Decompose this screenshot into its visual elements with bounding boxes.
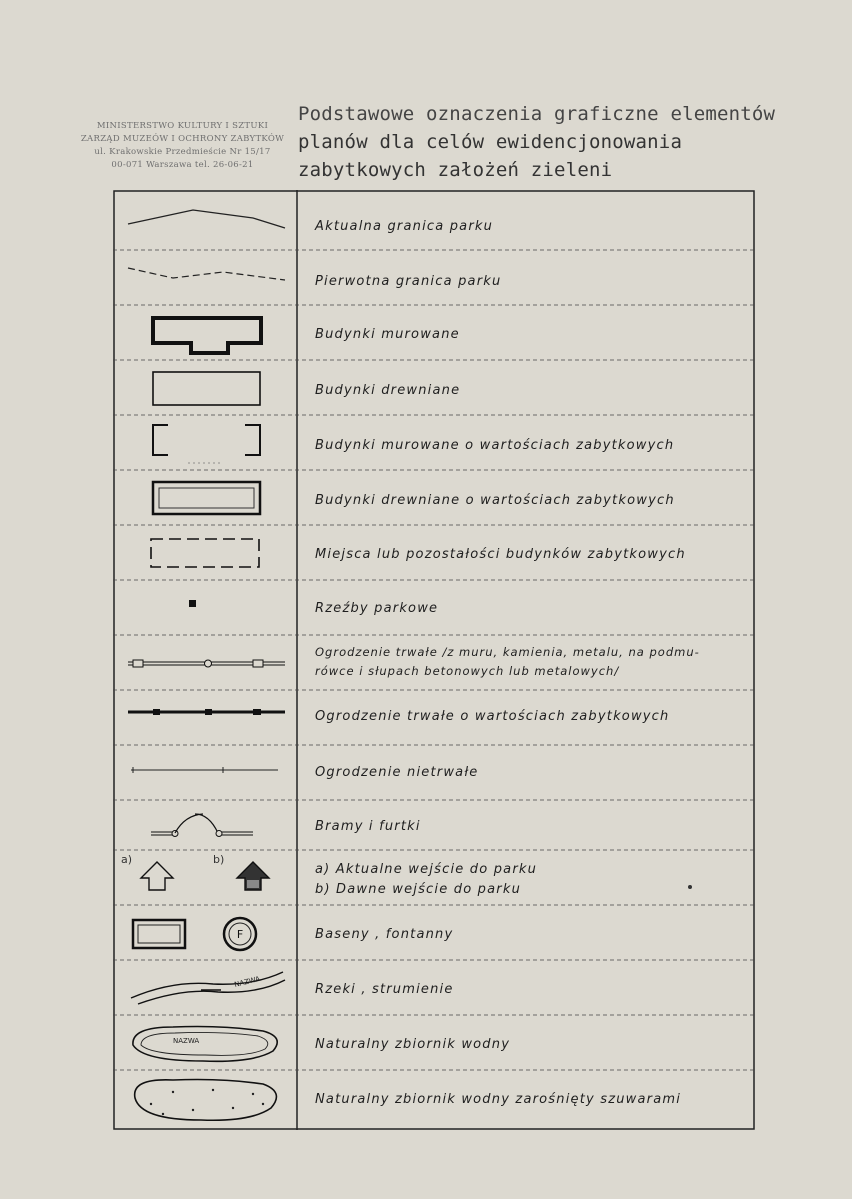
historic-wooden-symbol (113, 470, 297, 525)
pools-label: Baseny , fontanny (315, 927, 454, 942)
wooden-building-symbol (113, 360, 297, 415)
original-border-label: Pierwotna granica parku (315, 274, 502, 289)
historic-fence-symbol (113, 690, 297, 745)
legend-row-original-border (113, 250, 756, 305)
entrance-symbol-a-label: a) (121, 853, 133, 866)
temporary-fence-label: Ogrodzenie nietrwałe (315, 765, 479, 780)
legend-row-brick-buildings (113, 305, 756, 360)
stamp-line-1: MINISTERSTWO KULTURY I SZTUKI (96, 121, 269, 131)
gate-symbol (113, 800, 297, 850)
legend-row-historic-wooden (113, 470, 756, 525)
stamp-line-3: ul. Krakowskie Przedmieście Nr 15/17 (94, 147, 271, 157)
sculpture-symbol (113, 580, 297, 635)
legend-row-rivers (113, 960, 756, 1015)
legend-row-overgrown-pond (113, 1070, 756, 1130)
river-name-placeholder: NAZWA (233, 974, 261, 989)
legend-row-pools (113, 905, 756, 960)
current-entrance-label: a) Aktualne wejście do parku (315, 862, 538, 877)
building-remains-label: Miejsca lub pozostałości budynków zabytkowych (315, 547, 686, 562)
permanent-fence-symbol (113, 635, 297, 690)
permanent-fence-label (315, 643, 746, 681)
legend-row-historic-fence (113, 690, 756, 745)
overgrown-pond-label: Naturalny zbiornik wodny zarośnięty szuwarami (315, 1092, 682, 1107)
rivers-label: Rzeki , strumienie (315, 982, 454, 997)
historic-wooden-label: Budynki drewniane o wartościach zabytkowych (315, 493, 675, 508)
building-remains-symbol (113, 525, 297, 580)
legend-row-entrances (113, 850, 756, 905)
document-title (298, 100, 776, 184)
historic-brick-symbol (113, 415, 297, 470)
entrance-symbols (113, 850, 297, 905)
entrances-label (315, 860, 746, 900)
ministry-stamp (70, 120, 295, 172)
stamp-line-4: 00-071 Warszawa tel. 26-06-21 (111, 160, 254, 170)
title-line-3: zabytkowych założeń zieleni (298, 159, 613, 181)
wooden-buildings-label: Budynki drewniane (315, 383, 461, 398)
river-symbol (113, 960, 297, 1015)
permanent-fence-label-line-1: Ogrodzenie trwałe /z muru, kamienia, metalu, na podmu- (315, 645, 700, 659)
title-line-1: Podstawowe oznaczenia graficzne elementów (298, 103, 776, 125)
fountain-glyph: F (236, 928, 244, 941)
title-line-2: planów dla celów ewidencjonowania (298, 131, 683, 153)
legend-row-gates (113, 800, 756, 850)
natural-pond-label: Naturalny zbiornik wodny (315, 1037, 511, 1052)
legend-row-wooden-buildings (113, 360, 756, 415)
current-border-label: Aktualna granica parku (315, 219, 494, 234)
current-border-symbol (113, 190, 297, 250)
pond-name-placeholder: NAZWA (173, 1037, 200, 1045)
legend-row-permanent-fence (113, 635, 756, 690)
original-border-symbol (113, 250, 297, 305)
legend-row-building-remains (113, 525, 756, 580)
legend-row-temporary-fence (113, 745, 756, 800)
brick-building-symbol (113, 305, 297, 360)
historic-brick-label: Budynki murowane o wartościach zabytkowych (315, 438, 675, 453)
temporary-fence-symbol (113, 745, 297, 800)
overgrown-pond-symbol (113, 1070, 297, 1130)
historic-fence-label: Ogrodzenie trwałe o wartościach zabytkowych (315, 709, 670, 724)
natural-pond-symbol (113, 1015, 297, 1070)
former-entrance-label: b) Dawne wejście do parku (315, 882, 522, 897)
brick-buildings-label: Budynki murowane (315, 327, 460, 342)
legend-row-historic-brick (113, 415, 756, 470)
legend-table (113, 190, 756, 1130)
stamp-line-2: ZARZĄD MUZEÓW I OCHRONY ZABYTKÓW (80, 134, 285, 144)
permanent-fence-label-line-2: rówce i słupach betonowych lub metalowych/ (315, 664, 620, 678)
entrance-symbol-b-label: b) (213, 853, 225, 866)
legend-row-natural-pond (113, 1015, 756, 1070)
pool-fountain-symbol (113, 905, 297, 960)
current-entrance-arrow-icon (141, 862, 173, 890)
legend-row-current-border (113, 190, 756, 250)
gates-label: Bramy i furtki (315, 819, 421, 834)
sculptures-label: Rzeźby parkowe (315, 601, 439, 616)
legend-row-sculptures (113, 580, 756, 635)
ink-speck (688, 885, 692, 889)
